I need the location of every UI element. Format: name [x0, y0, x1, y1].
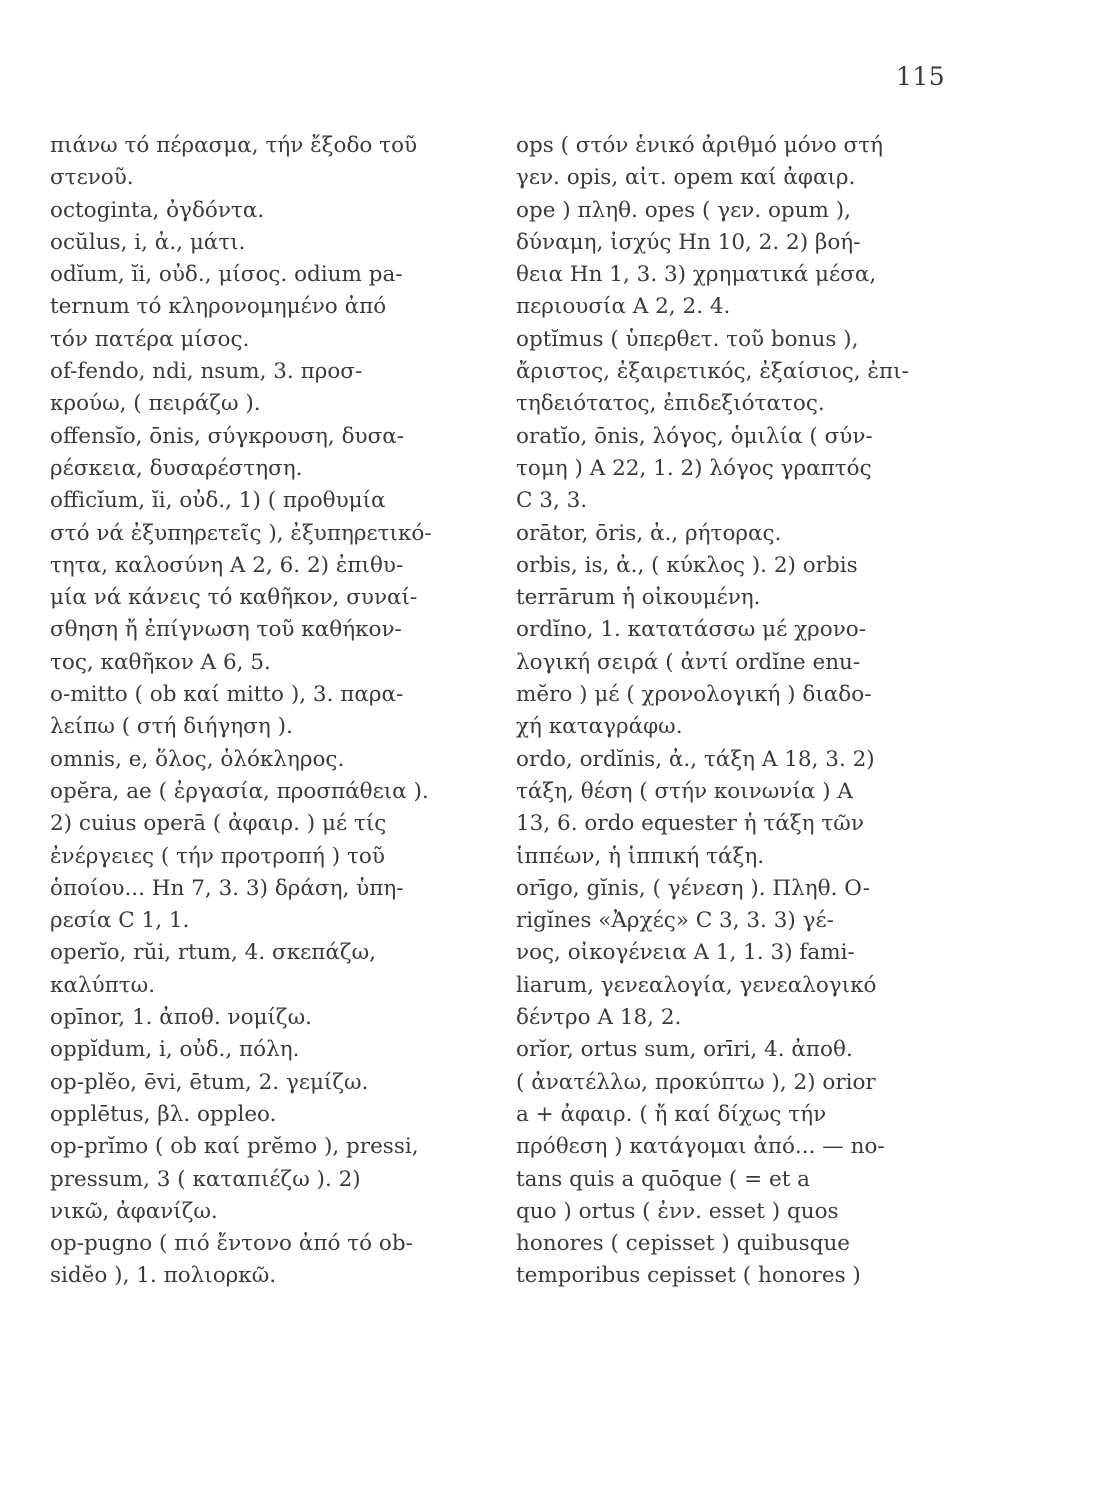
- text-line: orīgo, gĭnis, ( γένεση ). Πληθ. O-: [516, 875, 870, 901]
- text-line: καλύπτω.: [50, 972, 156, 998]
- text-line: optĭmus ( ὑπερθετ. τοῦ bonus ),: [516, 326, 859, 352]
- text-line: δέντρο A 18, 2.: [516, 1005, 682, 1031]
- text-line: λείπω ( στή διήγηση ).: [50, 714, 293, 740]
- text-line: πρόθεση ) κατάγομαι ἀπό... — no-: [516, 1134, 885, 1160]
- text-line: ternum τό κληρονομημένο ἀπό: [50, 294, 387, 320]
- text-line: op-prĭmo ( ob καί prĕmo ), pressi,: [50, 1134, 419, 1160]
- text-line: τόν πατέρα μίσος.: [50, 326, 250, 352]
- text-line: τος, καθῆκον A 6, 5.: [50, 649, 271, 675]
- text-line: operĭo, rŭi, rtum, 4. σκεπάζω,: [50, 940, 376, 966]
- text-line: ( ἀνατέλλω, προκύπτω ), 2) orior: [516, 1069, 876, 1095]
- text-line: τητα, καλοσύνη A 2, 6. 2) ἐπιθυ-: [50, 552, 404, 578]
- text-line: of-fendo, ndi, nsum, 3. προσ-: [50, 359, 363, 385]
- text-line: ἄριστος, ἐξαιρετικός, ἐξαίσιος, ἐπι-: [516, 359, 909, 385]
- text-line: πιάνω τό πέρασμα, τήν ἔξοδο τοῦ: [50, 133, 418, 158]
- text-line: liarum, γενεαλογία, γενεαλογικό: [516, 972, 877, 998]
- text-line: orbis, is, ἀ., ( κύκλος ). 2) orbis: [516, 552, 858, 578]
- text-line: opĕra, ae ( ἐργασία, προσπάθεια ).: [50, 778, 429, 804]
- text-line: op-pugno ( πιό ἔντονο ἀπό τό ob-: [50, 1231, 413, 1257]
- left-column: [50, 130, 510, 1293]
- right-column: [516, 130, 976, 1293]
- text-line: 13, 6. ordo equester ἡ τάξη τῶν: [516, 811, 864, 837]
- text-line: oratĭo, ōnis, λόγος, ὁμιλία ( σύν-: [516, 423, 873, 449]
- text-line: rigĭnes «Ἀρχές» C 3, 3. 3) γέ-: [516, 908, 834, 934]
- text-line: θεια Hn 1, 3. 3) χρηματικά μέσα,: [516, 262, 877, 288]
- text-line: στό νά ἐξυπηρετεῖς ), ἐξυπηρετικό-: [50, 520, 432, 546]
- text-line: quo ) ortus ( ἐνν. esset ) quos: [516, 1198, 839, 1224]
- text-line: omnis, e, ὅλος, ὁλόκληρος.: [50, 746, 345, 772]
- text-line: χή καταγράφω.: [516, 714, 683, 740]
- text-line: orĭor, ortus sum, orīri, 4. ἀποθ.: [516, 1037, 853, 1063]
- text-line: νος, οἰκογένεια A 1, 1. 3) fami-: [516, 940, 855, 966]
- text-line: sidĕo ), 1. πολιορκῶ.: [50, 1263, 277, 1289]
- text-line: περιουσία A 2, 2. 4.: [516, 294, 731, 320]
- text-line: tans quis a quōque ( = et a: [516, 1166, 810, 1192]
- text-line: mĕro ) μέ ( χρονολογική ) διαδο-: [516, 682, 872, 708]
- text-line: opīnor, 1. ἀποθ. νομίζω.: [50, 1005, 312, 1031]
- text-line: honores ( cepisset ) quibusque: [516, 1231, 851, 1257]
- text-line: νικῶ, ἀφανίζω.: [50, 1198, 218, 1224]
- text-line: odĭum, ĭi, οὐδ., μίσος. odium pa-: [50, 262, 403, 288]
- text-line: λογική σειρά ( ἀντί ordĭne enu-: [516, 649, 861, 675]
- text-line: o-mitto ( ob καί mitto ), 3. παρα-: [50, 682, 404, 708]
- text-line: op-plĕo, ēvi, ētum, 2. γεμίζω.: [50, 1069, 369, 1095]
- text-line: C 3, 3.: [516, 488, 588, 514]
- text-line: oppĭdum, i, οὐδ., πόλη.: [50, 1037, 300, 1063]
- text-line: 2) cuius operā ( ἀφαιρ. ) μέ τίς: [50, 811, 387, 837]
- text-line: ordĭno, 1. κατατάσσω μέ χρονο-: [516, 617, 867, 643]
- text-line: τηδειότατος, ἐπιδεξιότατος.: [516, 391, 825, 417]
- text-line: ὁποίου... Hn 7, 3. 3) δράση, ὑπη-: [50, 875, 404, 901]
- text-line: μία νά κάνεις τό καθῆκον, συναί-: [50, 585, 418, 611]
- text-line: temporibus cepisset ( honores ): [516, 1263, 861, 1289]
- text-line: a + ἀφαιρ. ( ἤ καί δίχως τήν: [516, 1101, 827, 1127]
- text-line: στενοῦ.: [50, 165, 134, 191]
- text-line: ρεσία C 1, 1.: [50, 908, 190, 934]
- text-line: terrārum ἡ οἰκουμένη.: [516, 585, 761, 611]
- text-line: orātor, ōris, ἀ., ρήτορας.: [516, 520, 782, 546]
- text-line: ops ( στόν ἑνικό ἀριθμό μόνο στή: [516, 133, 883, 158]
- text-line: pressum, 3 ( καταπιέζω ). 2): [50, 1166, 361, 1192]
- text-line: γεν. opis, αἰτ. opem καί ἀφαιρ.: [516, 165, 856, 191]
- text-line: ope ) πληθ. opes ( γεν. opum ),: [516, 197, 851, 223]
- text-line: τομη ) A 22, 1. 2) λόγος γραπτός: [516, 455, 872, 481]
- text-line: ἐνέργειες ( τήν προτροπή ) τοῦ: [50, 843, 385, 869]
- text-line: ἱππέων, ἡ ἱππική τάξη.: [516, 843, 765, 869]
- text-line: ρέσκεια, δυσαρέστηση.: [50, 455, 303, 481]
- text-line: ocŭlus, i, ἀ., μάτι.: [50, 229, 246, 255]
- text-line: ordo, ordĭnis, ἀ., τάξη A 18, 3. 2): [516, 746, 875, 772]
- page-number: 115: [896, 62, 946, 91]
- text-line: officĭum, ĭi, οὐδ., 1) ( προθυμία: [50, 488, 386, 514]
- text-line: κρούω, ( πειράζω ).: [50, 391, 261, 417]
- text-line: opplētus, βλ. oppleo.: [50, 1101, 277, 1127]
- text-line: octoginta, ὀγδόντα.: [50, 197, 265, 223]
- text-line: σθηση ἤ ἐπίγνωση τοῦ καθήκον-: [50, 617, 402, 643]
- text-line: τάξη, θέση ( στήν κοινωνία ) A: [516, 778, 853, 804]
- text-line: δύναμη, ἰσχύς Hn 10, 2. 2) βοή-: [516, 229, 861, 255]
- text-line: offensĭo, ōnis, σύγκρουση, δυσα-: [50, 423, 405, 449]
